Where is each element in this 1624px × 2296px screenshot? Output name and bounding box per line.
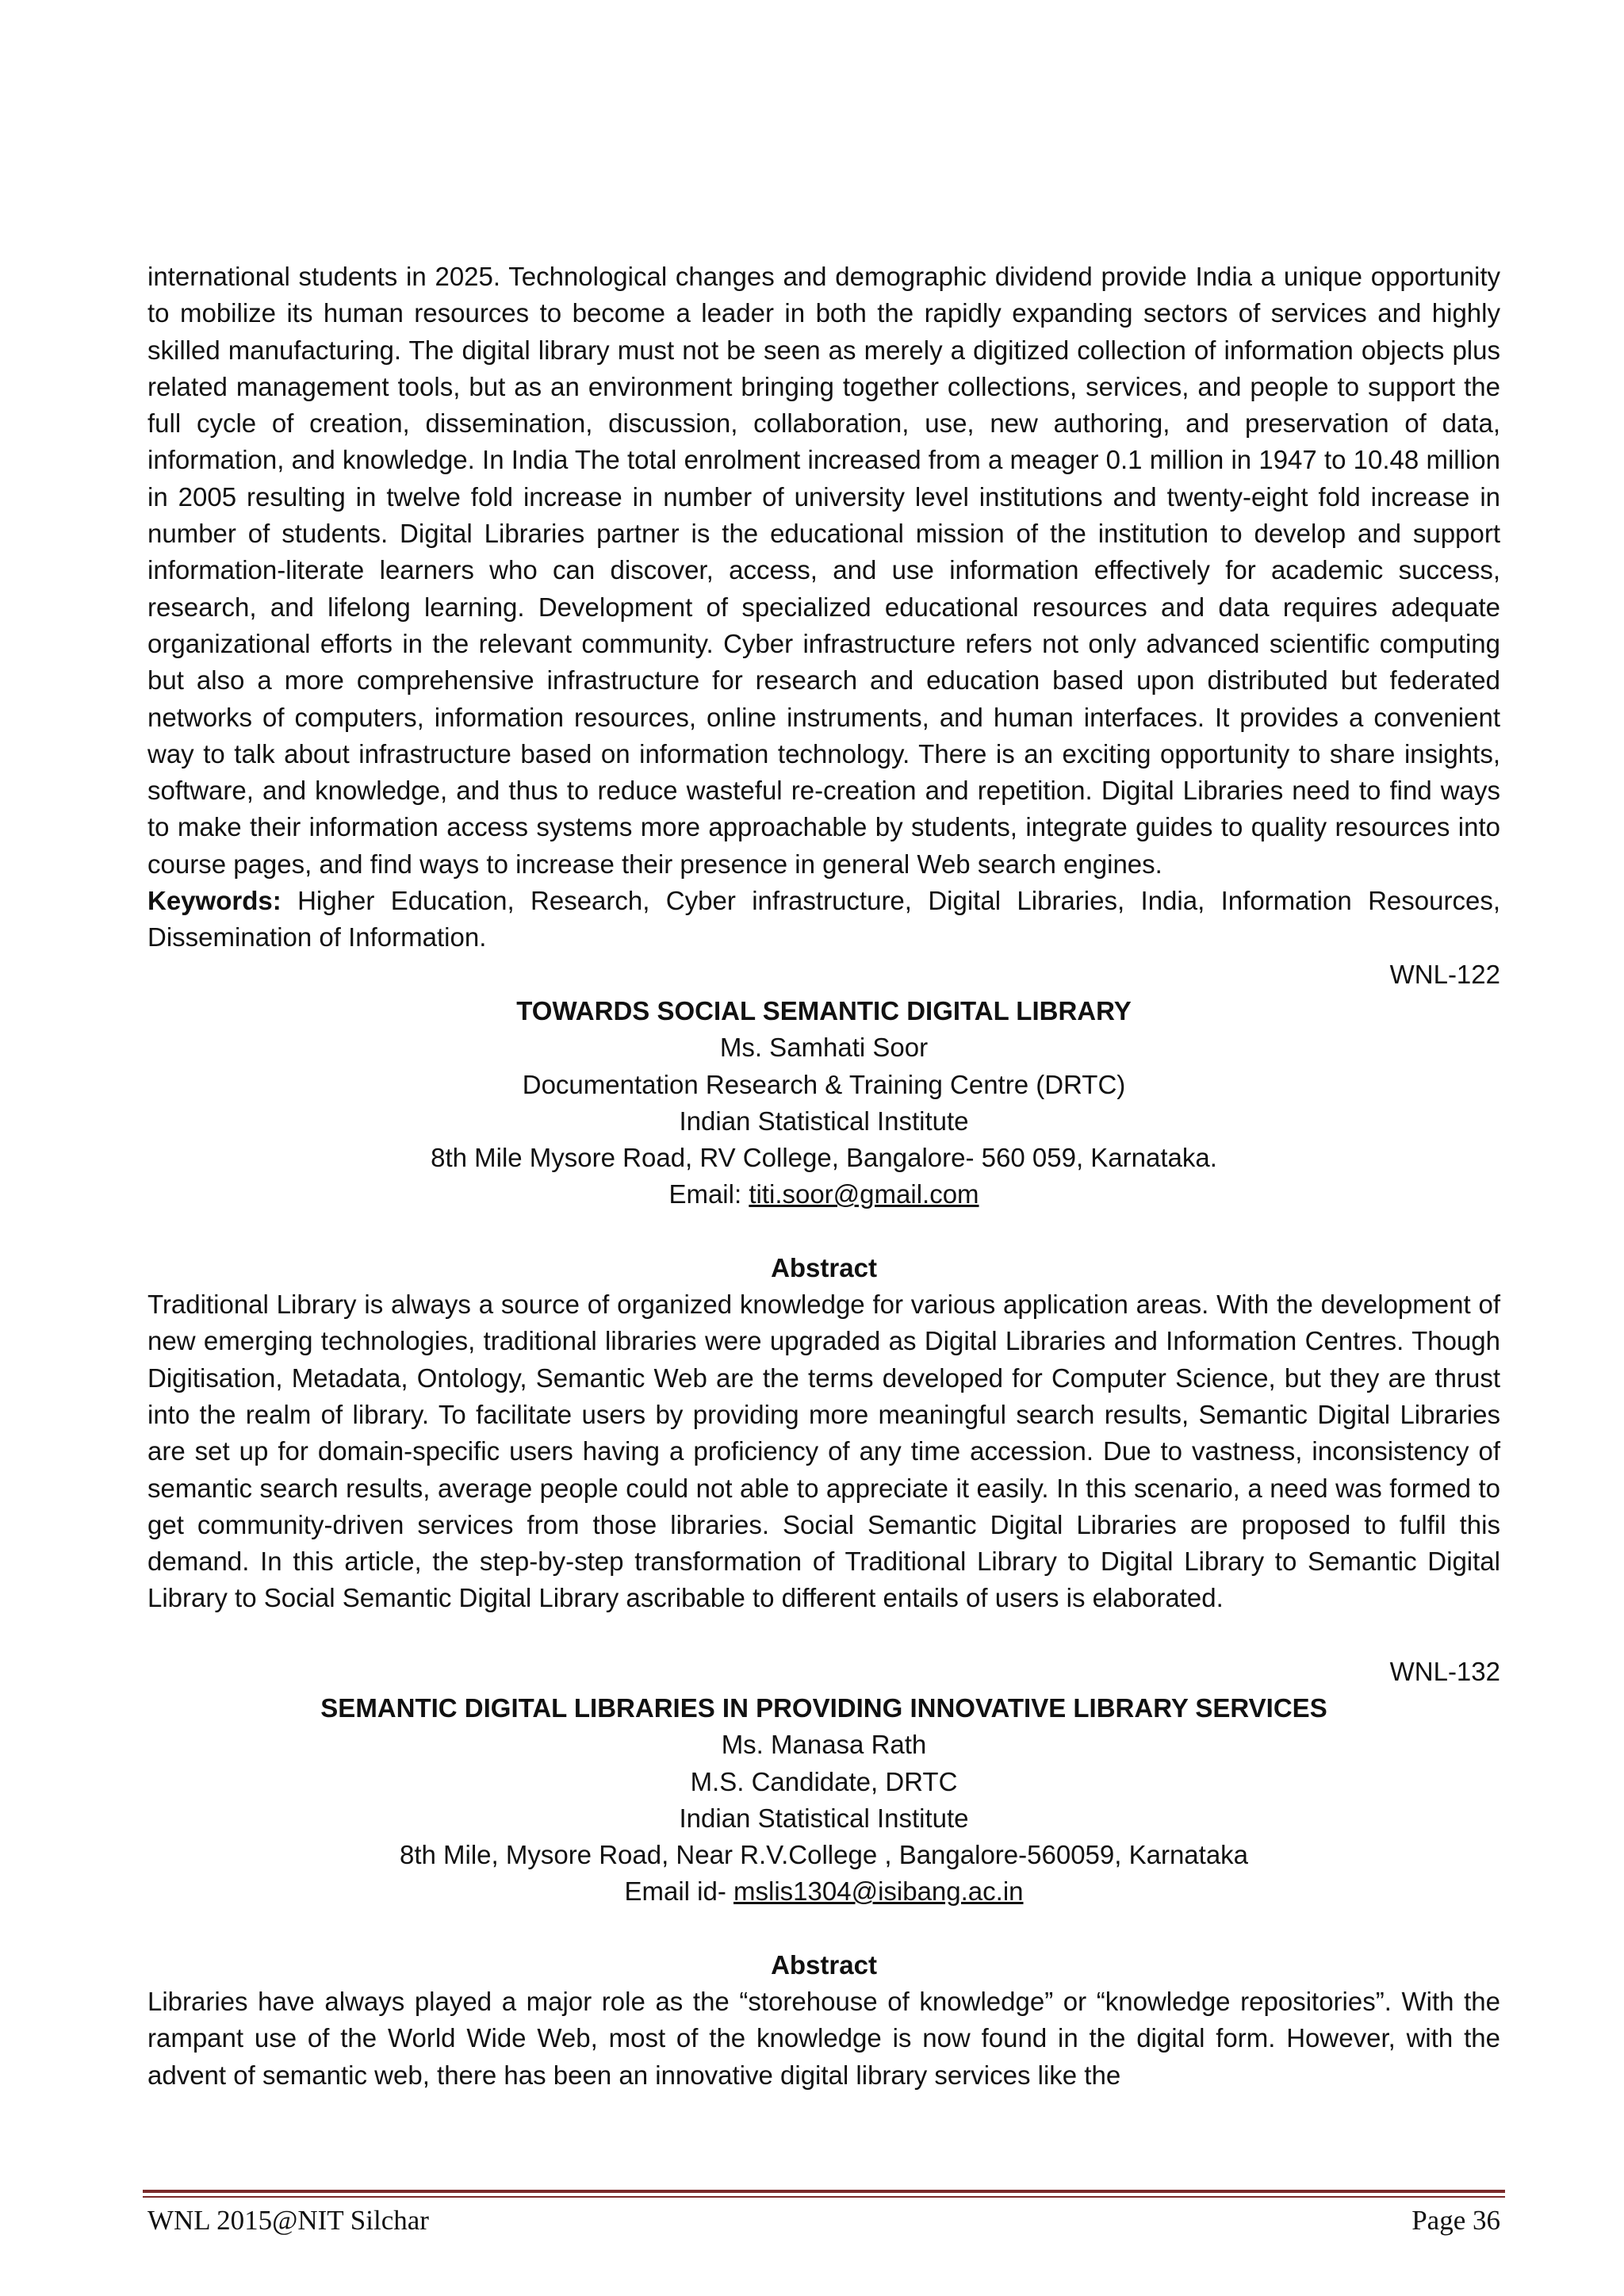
paper1-author: Ms. Samhati Soor <box>719 1033 929 1063</box>
paper1-email-line <box>147 1176 1500 1213</box>
spacer <box>147 1617 1500 1654</box>
paper2-email-label: Email id- <box>624 1876 733 1907</box>
paper1-title: TOWARDS SOCIAL SEMANTIC DIGITAL LIBRARY <box>516 995 1132 1025</box>
keywords-line <box>147 883 1500 956</box>
footer-left: WNL 2015@NIT Silchar <box>147 2205 429 2236</box>
paper2-author: Ms. Manasa Rath <box>721 1730 927 1760</box>
paper2-ref: WNL-132 <box>1389 1656 1500 1686</box>
spacer <box>147 1911 1500 1947</box>
paper1-abstract-heading: Abstract <box>771 1252 877 1282</box>
paper1-abstract: Traditional Library is always a source of organized knowledge for various application areas. With the development of new emerging technologies, traditional libraries were upgraded as Digital Libraries and Information Centres. Though Digitisation, Metadata, Ontology, Semantic Web are the terms developed for Computer Science, but they are thrust into the realm of library. To facilitate users by providing more meaningful search results, Semantic Digital Libraries are set up for domain-specific users having a proficiency of any time accession. Due to vastness, inconsistency of semantic search results, average people could not able to appreciate it easily. In this scenario, a need was formed to get community-driven services from those libraries. Social Semantic Digital Libraries are proposed to fulfil this demand. In this article, the step-by-step transformation of Traditional Library to Digital Library to Semantic Digital Library to Social Semantic Digital Library ascribable to different entails of users is elaborated. <box>147 1290 1500 1613</box>
page-footer <box>147 2205 1500 2237</box>
paper2-abstract: Libraries have always played a major role as the “storehouse of knowledge” or “knowledge repositories”. With the rampant use of the World Wide Web, most of the knowledge is now found in the digital form. However, with the advent of semantic web, there has been an innovative digital library services like the <box>147 1987 1500 2090</box>
body-paragraph: international students in 2025. Technological changes and demographic dividend provide India a unique opportunity to mobilize its human resources to become a leader in both the rapidly expanding sectors of services and highly skilled manufacturing. The digital library must not be seen as merely a digitized collection of information objects plus related management tools, but as an environment bringing together collections, services, and people to support the full cycle of creation, dissemination, discussion, collaboration, use, new authoring, and preservation of data, information, and knowledge. In India The total enrolment increased from a meager 0.1 million in 1947 to 10.48 million in 2005 resulting in twelve fold increase in number of university level institutions and twenty-eight fold increase in number of students. Digital Libraries partner is the educational mission of the institution to develop and support information-literate learners who can discover, access, and use information effectively for academic success, research, and lifelong learning. Development of specialized educational resources and data requires adequate organizational efforts in the relevant community. Cyber infrastructure refers not only advanced scientific computing but also a more comprehensive infrastructure for research and education based upon distributed but federated networks of computers, information resources, online instruments, and human interfaces. It provides a convenient way to talk about infrastructure based on information technology. There is an exciting opportunity to share insights, software, and knowledge, and thus to reduce wasteful re-creation and repetition. Digital Libraries need to find ways to make their information access systems more approachable by students, integrate guides to quality resources into course pages, and find ways to increase their presence in general Web search engines. <box>147 262 1500 879</box>
paper2-address: 8th Mile, Mysore Road, Near R.V.College , Bangalore-560059, Karnataka <box>399 1840 1249 1870</box>
keywords-text: Higher Education, Research, Cyber infrastructure, Digital Libraries, India, Information Resources, Dissemination of Information. <box>147 886 1500 953</box>
paper2-email-link[interactable]: mslis1304@isibang.ac.in <box>733 1876 1024 1907</box>
paper1-email-link[interactable]: titi.soor@gmail.com <box>749 1179 979 1209</box>
paper1-ref: WNL-122 <box>1389 959 1500 989</box>
paper1-affiliation1: Documentation Research & Training Centre (DRTC) <box>522 1069 1126 1099</box>
paper2-email-line <box>147 1873 1500 1910</box>
paper1-email-label: Email: <box>668 1179 749 1209</box>
page-content <box>147 259 1500 2094</box>
paper2-title: SEMANTIC DIGITAL LIBRARIES IN PROVIDING INNOVATIVE LIBRARY SERVICES <box>320 1692 1327 1723</box>
paper1-affiliation2: Indian Statistical Institute <box>679 1106 969 1136</box>
paper1-address: 8th Mile Mysore Road, RV College, Bangalore- 560 059, Karnataka. <box>431 1143 1217 1173</box>
page-number: Page 36 <box>1411 2205 1500 2236</box>
paper2-abstract-heading: Abstract <box>771 1949 877 1980</box>
spacer <box>147 1213 1500 1250</box>
paper2-affiliation2: Indian Statistical Institute <box>679 1803 969 1833</box>
paper2-affiliation1: M.S. Candidate, DRTC <box>690 1766 958 1796</box>
footer-rule <box>143 2190 1505 2198</box>
keywords-label: Keywords: <box>147 886 282 916</box>
